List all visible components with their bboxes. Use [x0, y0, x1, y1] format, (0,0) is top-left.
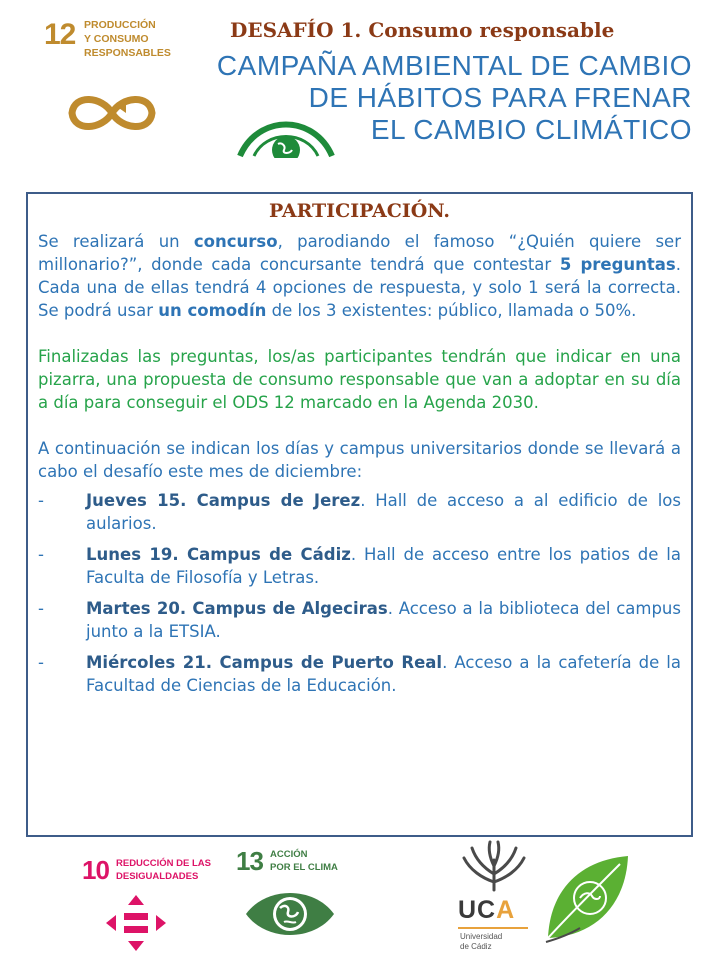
bold-run: un comodín [158, 301, 267, 320]
schedule-when: Martes 20. Campus de Algeciras [86, 599, 388, 618]
sdg10-label [116, 857, 211, 883]
sdg12-logo [44, 14, 171, 134]
sdg10-logo [80, 855, 220, 955]
schedule-when: Lunes 19. Campus de Cádiz [86, 545, 351, 564]
sdg13-logo [228, 838, 348, 956]
sdg13-label [270, 848, 338, 874]
proposal-paragraph: Finalizadas las preguntas, los/as participantes tendrán que indicar en una pizarra, una propuesta de consumo responsable que van a adoptar en su día a día para conseguir el ODS 12 marcado en la Agenda 2030. [38, 347, 681, 412]
schedule-list [38, 489, 681, 697]
text-run: Se realizará un [38, 232, 194, 251]
list-item [38, 597, 681, 643]
campaign-title-line: DE HÁBITOS PARA FRENAR [308, 82, 692, 113]
box-title: PARTICIPACIÓN. [268, 200, 451, 222]
leaf-icon [540, 850, 636, 946]
uca-emblem-icon [462, 840, 526, 892]
list-item [38, 651, 681, 697]
list-dash: - [38, 545, 44, 564]
schedule-intro: A continuación se indican los días y campus universitarios donde se llevará a cabo el desafío este mes de diciembre: [38, 439, 681, 481]
sdg10-label-line: REDUCCIÓN DE LAS [116, 858, 212, 869]
schedule-when: Jueves 15. Campus de Jerez [86, 491, 361, 510]
participation-box [26, 192, 693, 837]
schedule-where: . Acceso a la biblioteca del campus junto a la ETSIA. [86, 599, 681, 641]
eye-globe-icon [244, 890, 336, 938]
contest-paragraph [38, 230, 681, 322]
text-run: , parodiando el famoso “¿Quién quiere ser millonario?”, donde cada concursante tendrá que contestar [38, 232, 681, 274]
bold-run: 5 preguntas [559, 255, 676, 274]
sdg12-label [84, 18, 171, 60]
uca-subtitle-line: de Cádiz [460, 942, 492, 951]
sdg12-label-line: Y CONSUMO [84, 33, 149, 45]
sdg12-label-line: PRODUCCIÓN [84, 19, 156, 31]
list-item [38, 543, 681, 589]
uca-subtitle [460, 932, 502, 952]
uca-name-prefix: UC [458, 896, 497, 924]
sdg12-number: 12 [44, 18, 76, 51]
eye-globe-icon [236, 108, 336, 158]
sdg10-number: 10 [82, 855, 109, 885]
uca-divider [458, 927, 528, 929]
sdg13-number: 13 [236, 846, 263, 876]
campaign-title-line: EL CAMBIO CLIMÁTICO [370, 114, 692, 145]
uca-subtitle-line: Universidad [460, 932, 503, 941]
list-dash: - [38, 599, 44, 618]
schedule-where: . Hall de acceso a al edificio de los aularios. [86, 491, 681, 533]
uca-name-suffix: A [496, 896, 516, 924]
equality-icon [104, 893, 168, 953]
sdg13-label-line: POR EL CLIMA [270, 862, 338, 873]
campaign-title-line: CAMPAÑA AMBIENTAL DE CAMBIO [216, 50, 692, 81]
schedule-when: Miércoles 21. Campus de Puerto Real [86, 653, 443, 672]
box-content [38, 230, 681, 705]
uca-logo [452, 840, 538, 958]
schedule-where: . Acceso a la cafetería de la Facultad de Ciencias de la Educación. [86, 653, 681, 695]
uca-name [458, 896, 515, 925]
sdg13-label-line: ACCIÓN [270, 849, 308, 860]
text-run: de los 3 existentes: público, llamada o 50%. [266, 301, 637, 320]
list-dash: - [38, 491, 44, 510]
text-run: . Cada una de ellas tendrá 4 opciones de respuesta, y solo 1 será la correcta. Se podrá usar [38, 255, 681, 320]
sdg12-label-line: RESPONSABLES [84, 47, 171, 59]
challenge-title: DESAFÍO 1. Consumo responsable [230, 18, 615, 42]
sdg10-label-line: DESIGUALDADES [116, 871, 199, 882]
schedule-where: . Hall de acceso entre los patios de la Faculta de Filosofía y Letras. [86, 545, 681, 587]
list-dash: - [38, 653, 44, 672]
infinity-icon [64, 86, 160, 140]
bold-run: concurso [193, 232, 278, 251]
list-item [38, 489, 681, 535]
